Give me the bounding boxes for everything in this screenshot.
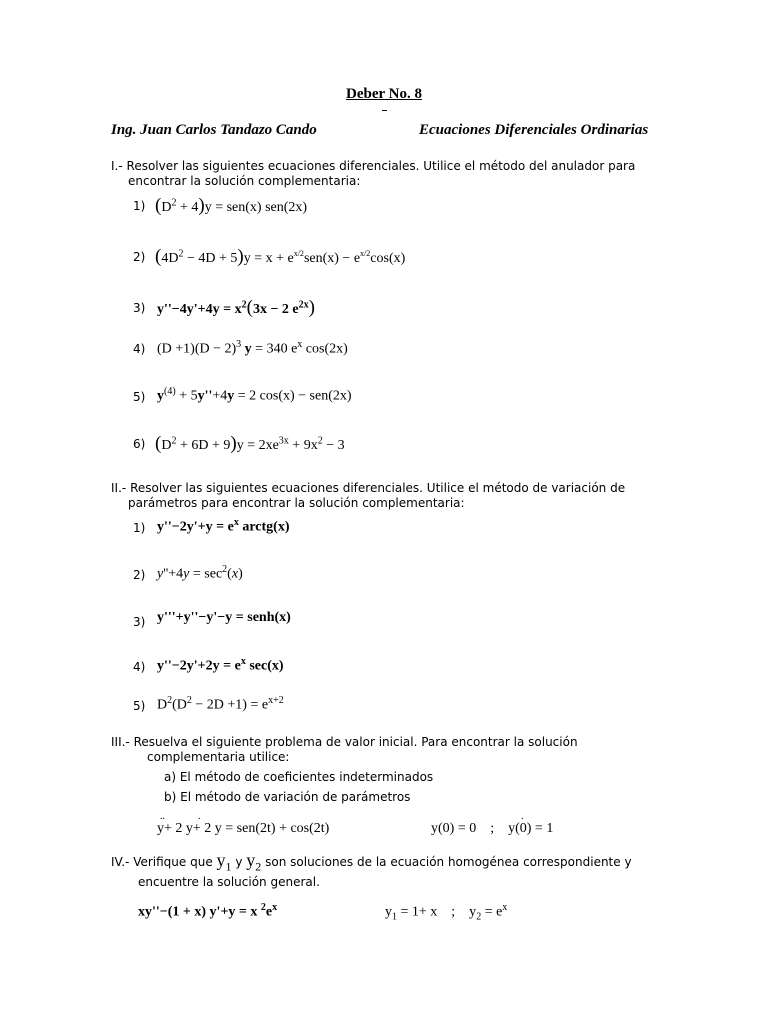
document-title: Deber No. 8 [346,86,422,102]
equation-1-1: $(D^2 + 4)y = sen(x)$ sen(2x) [155,195,308,216]
item-number: 3) [133,615,146,629]
section-4-instructions: IV.- Verifique que $y_1$ y $y_2$ son soluciones de la ecuación homogénea correspondiente y encuentre la solución general. [111,853,657,890]
single-dot-mark: . [521,811,524,822]
section-2-instructions [111,481,657,511]
author-name: Ing. Juan Carlos Tandazo Cando [111,122,317,138]
section-4-text-a: Verifique que [133,855,213,869]
equation-1-2: $(4D^2 - 4D + 5)y = x + e^{x/2}sen(x) - e^{x/2}\cos(x)$ [155,246,406,267]
item-number: 5) [133,390,146,404]
section-1-line-2: encontrar la solución complementaria: [128,174,361,188]
equation-2-2: $y''+4y = \sec^2(x)$ [157,564,243,582]
section-3-line-1: Resuelva el siguiente problema de valor inicial. Para encontrar la solución [133,735,578,749]
section-2-line-1: Resolver las siguientes ecuaciones diferenciales. Utilice el método de variación de [130,481,626,495]
given-solutions: $y_1 = 1+ x$ ; $y_2 = e^x$ [385,902,508,923]
single-dot-mark: . [198,811,201,822]
equation-1-6: $(D^2 + 6D + 9)y = 2xe^{3x} + 9x^2 - 3$ [155,433,345,454]
item-number: 1) [133,521,146,535]
section-4-label: IV.- [111,855,130,869]
ivp-equation: y+ 2 y+ 2 y = sen(2t) + cos(2t) [157,821,330,836]
section-4-text-b: son soluciones de la ecuación homogénea correspondiente y [265,855,632,869]
section-2-line-2: parámetros para encontrar la solución complementaria: [128,496,465,510]
equation-4: xy''−(1 + x) y'+y = x $^2e^x$ [138,902,278,920]
item-number: 6) [133,437,146,451]
item-number: 4) [133,342,146,356]
item-number: 2) [133,250,146,264]
option-b: b) El método de variación de parámetros [164,790,411,804]
equation-2-5: $D^2(D^2 - 2D +1) = e^{x+2}$ [157,695,284,713]
section-3-label: III.- [111,735,130,749]
item-number: 1) [133,199,146,213]
section-2-label: II.- [111,481,127,495]
equation-1-3: $y''-4y'+4y = x^2(3x - 2$ $e^{2x}$) [157,297,315,318]
equation-2-1: $y''-2y'+y = e^x$ arctg(x) [157,517,290,535]
section-1-label: I.- [111,159,123,173]
item-number: 3) [133,301,146,315]
course-name: Ecuaciones Diferenciales Ordinarias [419,122,649,138]
divider-mark [382,110,387,111]
equation-2-3: y'''+y''−y'−y = senh(x) [157,610,291,625]
initial-conditions: y(0) = 0 ; y(0) = 1 [431,821,554,836]
item-number: 4) [133,660,146,674]
section-3-line-2: complementaria utilice: [147,750,290,764]
item-number: 5) [133,699,146,713]
double-dot-mark: .. [160,811,165,822]
item-number: 2) [133,568,146,582]
equation-1-5: $y^{(4)} + 5y''+4y = 2$ cos(x) − sen(2x) [157,386,352,404]
section-3-instructions [111,735,657,765]
section-1-instructions [111,159,657,189]
section-1-line-1: Resolver las siguientes ecuaciones diferenciales. Utilice el método del anulador para [126,159,636,173]
section-4-conj: y [235,855,243,869]
section-4-line-2: encuentre la solución general. [138,874,320,889]
option-a: a) El método de coeficientes indeterminados [164,770,434,784]
equation-1-4: $(D +1)(D - 2)^3$ y = 340 $e^x$ cos(2x) [157,339,348,357]
equation-2-4: $y''-2y'+2y = e^x$ sec(x) [157,656,284,674]
